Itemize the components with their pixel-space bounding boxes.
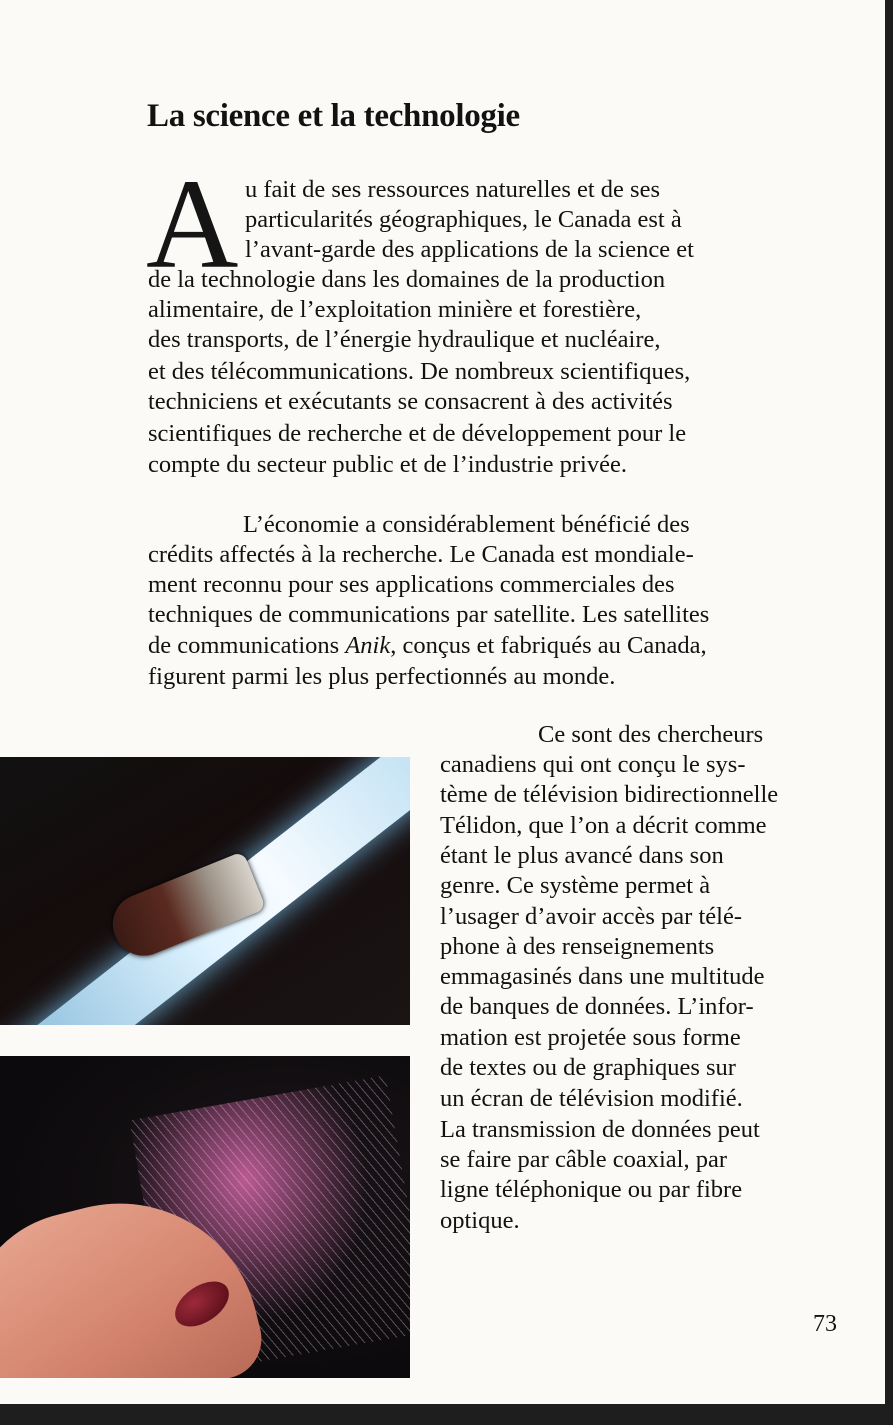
paragraph-line: scientifiques de recherche et de développement pour le <box>148 420 687 447</box>
paragraph-line: crédits affectés à la recherche. Le Canada est mondiale- <box>148 541 694 568</box>
paragraph-line: Ce sont des chercheurs <box>538 721 764 748</box>
paragraph-line: se faire par câble coaxial, par <box>440 1146 728 1173</box>
drop-cap: A <box>146 153 239 295</box>
page-bottom-shadow <box>0 1404 893 1425</box>
paragraph-line: des transports, de l’énergie hydraulique et nucléaire, <box>148 326 661 353</box>
paragraph-line: u fait de ses ressources naturelles et de ses <box>245 176 660 203</box>
paragraph-line: particularités géographiques, le Canada est à <box>245 206 682 233</box>
paragraph-line: figurent parmi les plus perfectionnés au monde. <box>148 663 616 690</box>
text-segment: , conçus et fabriqués au Canada, <box>390 632 707 659</box>
paragraph-line: tème de télévision bidirectionnelle <box>440 781 779 808</box>
paragraph-line: techniques de communications par satellite. Les satellites <box>148 601 710 628</box>
paragraph-line: étant le plus avancé dans son <box>440 842 724 869</box>
text-segment: de communications <box>148 632 346 659</box>
paragraph-line: de textes ou de graphiques sur <box>440 1054 736 1081</box>
paragraph-line: techniciens et exécutants se consacrent à des activités <box>148 388 673 415</box>
paragraph-line: Télidon, que l’on a décrit comme <box>440 812 767 839</box>
paragraph-line: optique. <box>440 1207 520 1234</box>
paragraph-line: emmagasinés dans une multitude <box>440 963 765 990</box>
paragraph-line: compte du secteur public et de l’industrie privée. <box>148 451 627 478</box>
paragraph-line: La transmission de données peut <box>440 1116 760 1143</box>
paragraph-line: de banques de données. L’infor- <box>440 993 754 1020</box>
paragraph-line: ment reconnu pour ses applications commerciales des <box>148 571 675 598</box>
paragraph-line: ligne téléphonique ou par fibre <box>440 1176 743 1203</box>
satellite-photo <box>0 757 410 1025</box>
paragraph-line: phone à des renseignements <box>440 933 715 960</box>
satellite-name: Anik <box>345 632 391 659</box>
optical-fiber-photo <box>0 1056 410 1378</box>
paragraph-line: un écran de télévision modifié. <box>440 1085 743 1112</box>
page-number: 73 <box>813 1311 837 1337</box>
paragraph-line: l’usager d’avoir accès par télé- <box>440 903 742 930</box>
paragraph-line: de la technologie dans les domaines de la production <box>148 266 666 293</box>
page-edge-shadow <box>885 0 893 1425</box>
paragraph-line: L’économie a considérablement bénéficié des <box>243 511 690 538</box>
paragraph-line: canadiens qui ont conçu le sys- <box>440 751 746 778</box>
paragraph-line <box>148 631 707 661</box>
paragraph-line: et des télécommunications. De nombreux scientifiques, <box>148 358 691 385</box>
paragraph-line: genre. Ce système permet à <box>440 872 711 899</box>
page-title: La science et la technologie <box>147 98 520 134</box>
paragraph-line: mation est projetée sous forme <box>440 1024 741 1051</box>
paragraph-line: alimentaire, de l’exploitation minière et forestière, <box>148 296 642 323</box>
paragraph-line: l’avant-garde des applications de la science et <box>245 236 694 263</box>
